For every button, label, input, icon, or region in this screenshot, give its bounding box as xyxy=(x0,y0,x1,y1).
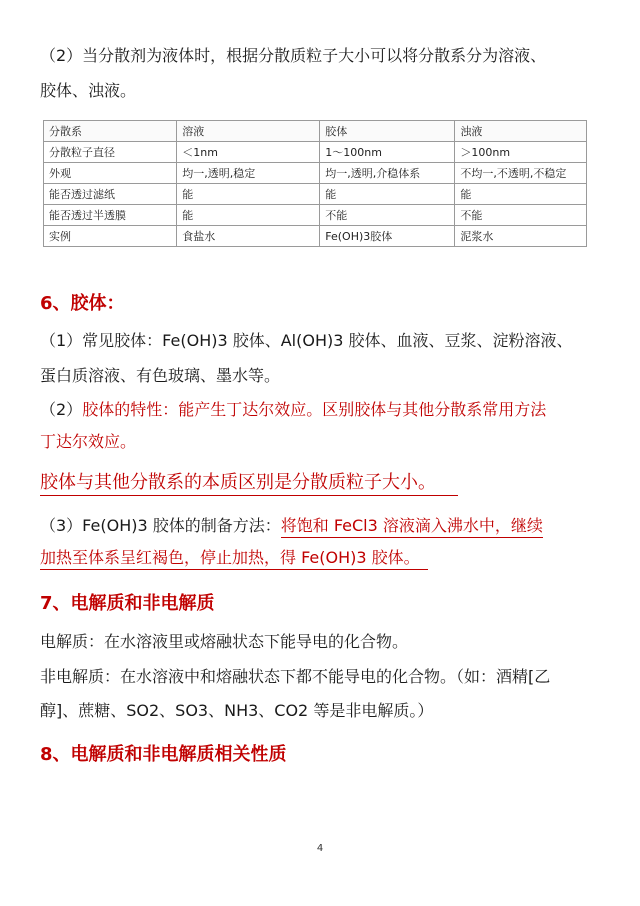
colloid-property-line-2: 丁达尔效应。 xyxy=(40,432,137,451)
table-cell: Fe(OH)3胶体 xyxy=(320,226,455,247)
table-row xyxy=(44,184,587,205)
table-row xyxy=(44,163,587,184)
table-cell: 均一,透明,稳定 xyxy=(177,163,320,184)
key-point-text: 胶体与其他分散系的本质区别是分散质粒子大小。 xyxy=(40,472,458,496)
preparation-text-2: 加热至体系呈红褐色，停止加热，得 Fe(OH)3 胶体。 xyxy=(40,548,428,570)
colloid-property-prefix: （2） xyxy=(40,400,83,419)
preparation-line-2 xyxy=(40,546,428,570)
table-cell: 不能 xyxy=(320,205,455,226)
common-colloids-line-2: 蛋白质溶液、有色玻璃、墨水等。 xyxy=(40,366,281,385)
dispersion-system-table xyxy=(43,120,587,247)
section-7-title: 7、电解质和非电解质 xyxy=(40,593,215,614)
preparation-text-1: 将饱和 FeCl3 溶液滴入沸水中，继续 xyxy=(281,516,543,538)
table-cell: 能 xyxy=(455,184,587,205)
table-cell: 胶体 xyxy=(320,121,455,142)
electrolyte-definition: 电解质：在水溶液里或熔融状态下能导电的化合物。 xyxy=(40,632,409,651)
table-row xyxy=(44,142,587,163)
preparation-prefix: （3）Fe(OH)3 胶体的制备方法： xyxy=(40,516,281,535)
section-6-title: 6、胶体： xyxy=(40,293,125,314)
classification-line-1: （2）当分散剂为液体时，根据分散质粒子大小可以将分散系分为溶液、 xyxy=(40,46,547,65)
key-point xyxy=(40,470,458,496)
table-cell: 溶液 xyxy=(177,121,320,142)
table-cell: 均一,透明,介稳体系 xyxy=(320,163,455,184)
nonelectrolyte-definition-line-1: 非电解质：在水溶液中和熔融状态下都不能导电的化合物。（如：酒精[乙 xyxy=(40,667,551,686)
table-cell: 浊液 xyxy=(455,121,587,142)
classification-line-2: 胶体、浊液。 xyxy=(40,81,137,100)
nonelectrolyte-definition-line-2: 醇]、蔗糖、SO2、SO3、NH3、CO2 等是非电解质。） xyxy=(40,701,434,720)
table-cell: ＞100nm xyxy=(455,142,587,163)
table-cell: 不能 xyxy=(455,205,587,226)
table-cell: 1～100nm xyxy=(320,142,455,163)
table-row xyxy=(44,226,587,247)
table-row xyxy=(44,205,587,226)
table-cell: 分散粒子直径 xyxy=(44,142,177,163)
table-cell: 能否透过滤纸 xyxy=(44,184,177,205)
table-cell: ＜1nm xyxy=(177,142,320,163)
common-colloids-line-1: （1）常见胶体：Fe(OH)3 胶体、Al(OH)3 胶体、血液、豆浆、淀粉溶液、 xyxy=(40,331,573,350)
table-cell: 能 xyxy=(320,184,455,205)
table-cell: 泥浆水 xyxy=(455,226,587,247)
table-cell: 分散系 xyxy=(44,121,177,142)
table-cell: 能 xyxy=(177,184,320,205)
page-number: 4 xyxy=(316,843,324,854)
colloid-property-line-1 xyxy=(40,398,546,422)
preparation-line-1 xyxy=(40,514,543,538)
colloid-property-text: 胶体的特性：能产生丁达尔效应。区别胶体与其他分散系常用方法 xyxy=(82,400,547,419)
table-cell: 外观 xyxy=(44,163,177,184)
table-cell: 能 xyxy=(177,205,320,226)
table-cell: 实例 xyxy=(44,226,177,247)
table-cell: 不均一,不透明,不稳定 xyxy=(455,163,587,184)
table-header-row xyxy=(44,121,587,142)
table-cell: 能否透过半透膜 xyxy=(44,205,177,226)
section-8-title: 8、电解质和非电解质相关性质 xyxy=(40,744,287,765)
table-cell: 食盐水 xyxy=(177,226,320,247)
